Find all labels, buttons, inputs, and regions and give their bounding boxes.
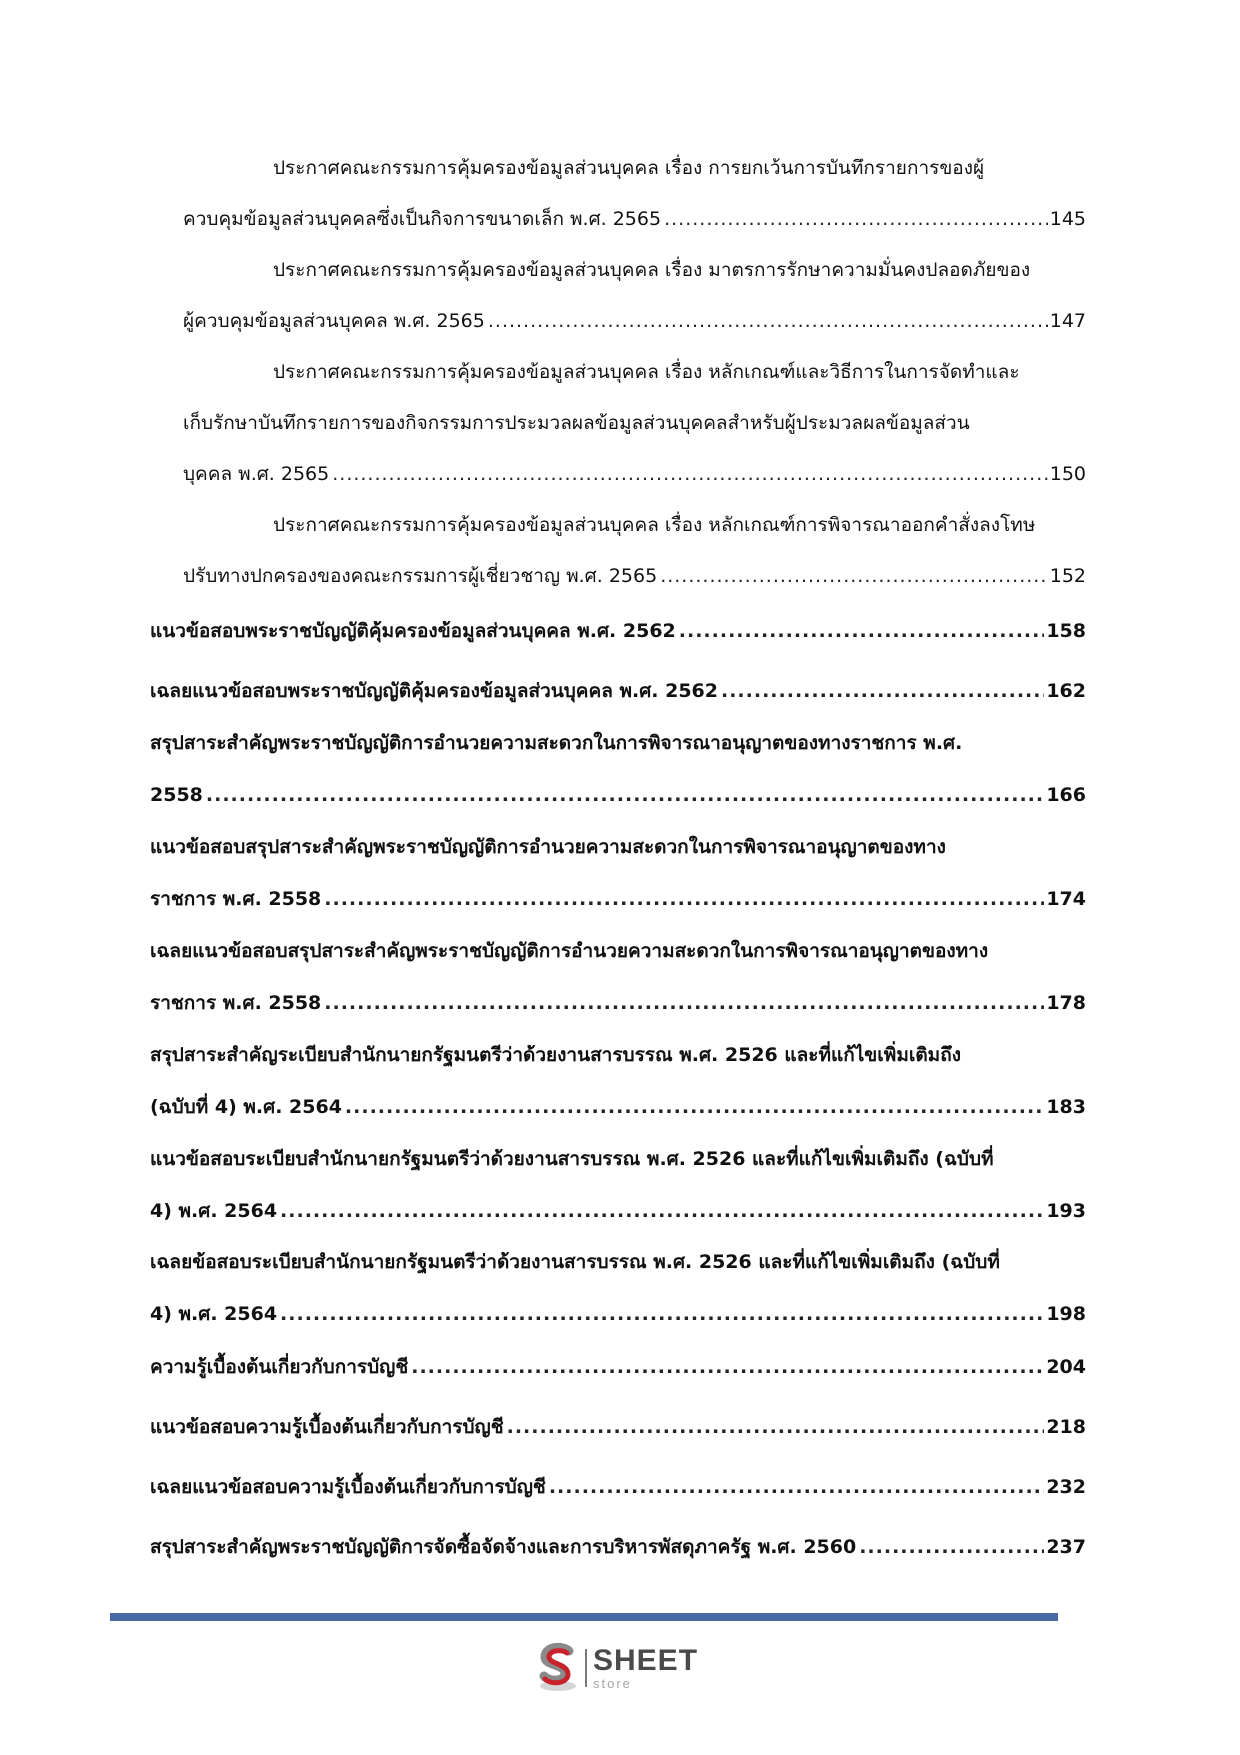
dot-leader [488,296,1048,347]
toc-entry-line: แนวข้อสอบสรุปสาระสำคัญพระราชบัญญัติการอำนวยความสะดวกในการพิจารณาอนุญาตของทาง [150,836,946,858]
dot-leader [280,1185,1044,1237]
toc-entry-text: เฉลยแนวข้อสอบความรู้เบื้องต้นเกี่ยวกับการบัญชี [150,1476,546,1498]
toc-page-number: 218 [1046,1416,1086,1438]
toc-page-number: 150 [1049,463,1086,485]
toc-subentry[interactable] [183,245,1086,347]
toc-entry-line [150,1521,1086,1573]
dot-leader [345,1081,1044,1133]
toc-page-number: 152 [1049,565,1086,587]
toc-entry-line [150,873,1086,925]
toc-entry-line: เฉลยแนวข้อสอบสรุปสาระสำคัญพระราชบัญญัติการอำนวยความสะดวกในการพิจารณาอนุญาตของทาง [150,940,989,962]
toc-entry-line [150,665,1086,717]
toc-entry-text: ควบคุมข้อมูลส่วนบุคคลซึ่งเป็นกิจการขนาดเล็ก พ.ศ. 2565 [183,208,662,230]
toc-entry-line [150,1288,1086,1340]
logo-wordmark [593,1646,698,1690]
toc-entry-text: บุคคล พ.ศ. 2565 [183,463,330,485]
sheet-store-logo [535,1642,705,1694]
toc-entry-text: สรุปสาระสำคัญพระราชบัญญัติการจัดซื้อจัดจ้างและการบริหารพัสดุภาครัฐ พ.ศ. 2560 [150,1536,857,1558]
toc-subentry[interactable] [183,143,1086,245]
toc-entry-line: ประกาศคณะกรรมการคุ้มครองข้อมูลส่วนบุคคล เรื่อง มาตรการรักษาความมั่นคงปลอดภัยของ [273,259,1031,281]
toc-entry-line: สรุปสาระสำคัญระเบียบสำนักนายกรัฐมนตรีว่าด้วยงานสารบรรณ พ.ศ. 2526 และที่แก้ไขเพิ่มเติมถึง [150,1044,961,1066]
toc-entry[interactable] [150,821,1086,925]
toc-entry-line [183,551,1086,602]
dot-leader [280,1288,1044,1340]
toc-page-number: 158 [1046,620,1086,642]
toc-entry-line: ประกาศคณะกรรมการคุ้มครองข้อมูลส่วนบุคคล เรื่อง หลักเกณฑ์และวิธีการในการจัดทำและ [273,361,1020,383]
toc-entry-line [183,449,1086,500]
toc-entry[interactable] [150,665,1086,717]
toc-entry-text: 4) พ.ศ. 2564 [150,1200,278,1222]
toc-entry-text: ปรับทางปกครองของคณะกรรมการผู้เชี่ยวชาญ พ.ศ. 2565 [183,565,658,587]
toc-entry-line [150,1081,1086,1133]
toc-entry-line: ประกาศคณะกรรมการคุ้มครองข้อมูลส่วนบุคคล เรื่อง การยกเว้นการบันทึกรายการของผู้ [273,157,985,179]
toc-subentry[interactable] [183,347,1086,500]
dot-leader [664,194,1048,245]
toc-entry[interactable] [150,1133,1086,1237]
dot-leader [507,1401,1045,1453]
dot-leader [549,1461,1045,1513]
toc-entry-text: เฉลยแนวข้อสอบพระราชบัญญัติคุ้มครองข้อมูลส่วนบุคคล พ.ศ. 2562 [150,680,718,702]
toc-entry[interactable] [150,1029,1086,1133]
toc-entry-line [150,1341,1086,1393]
toc-entry-text: 4) พ.ศ. 2564 [150,1303,278,1325]
toc-entry[interactable] [150,1461,1086,1513]
toc-entry-text: ความรู้เบื้องต้นเกี่ยวกับการบัญชี [150,1356,409,1378]
toc-entry-line [150,1401,1086,1453]
toc-entry-text: ราชการ พ.ศ. 2558 [150,992,322,1014]
toc-entry-line: ประกาศคณะกรรมการคุ้มครองข้อมูลส่วนบุคคล เรื่อง หลักเกณฑ์การพิจารณาออกคำสั่งลงโทษ [273,514,1036,536]
sheet-store-logo-icon [535,1642,581,1694]
toc-page-number: 178 [1046,992,1086,1014]
toc-entry[interactable] [150,1401,1086,1453]
toc-page-number: 237 [1046,1536,1086,1558]
toc-entry[interactable] [150,1236,1086,1340]
toc-page-number: 147 [1049,310,1086,332]
dot-leader [660,551,1048,602]
toc-entry-text: แนวข้อสอบความรู้เบื้องต้นเกี่ยวกับการบัญชี [150,1416,504,1438]
toc-entry-text: ผู้ควบคุมข้อมูลส่วนบุคคล พ.ศ. 2565 [183,310,485,332]
toc-entry-line: สรุปสาระสำคัญพระราชบัญญัติการอำนวยความสะดวกในการพิจารณาอนุญาตของทางราชการ พ.ศ. [150,732,963,754]
toc-entry[interactable] [150,925,1086,1029]
dot-leader [324,873,1044,925]
toc-entry-line [150,977,1086,1029]
toc-entry-line [183,296,1086,347]
toc-entry-line: เก็บรักษาบันทึกรายการของกิจกรรมการประมวลผลข้อมูลส่วนบุคคลสำหรับผู้ประมวลผลข้อมูลส่วน [183,412,970,434]
toc-subentry[interactable] [183,500,1086,602]
toc-entry[interactable] [150,1341,1086,1393]
toc-entry-line: แนวข้อสอบระเบียบสำนักนายกรัฐมนตรีว่าด้วยงานสารบรรณ พ.ศ. 2526 และที่แก้ไขเพิ่มเติมถึง (ฉบับที่ [150,1148,994,1170]
dot-leader [679,605,1045,657]
dot-leader [332,449,1048,500]
toc-entry-line [150,1461,1086,1513]
toc-entry[interactable] [150,1521,1086,1573]
toc-page-number: 204 [1046,1356,1086,1378]
toc-entry-line [150,605,1086,657]
logo-separator [585,1649,587,1687]
dot-leader [721,665,1044,717]
logo-text: SHEET [593,1644,699,1677]
toc-page-number: 183 [1046,1096,1086,1118]
toc-entry[interactable] [150,717,1086,821]
toc-page-number: 162 [1046,680,1086,702]
footer-rule [110,1613,1058,1621]
toc-page-number: 166 [1046,784,1086,806]
toc-page-number: 145 [1049,208,1086,230]
toc-page-number: 193 [1046,1200,1086,1222]
dot-leader [324,977,1044,1029]
toc-entry-text: ราชการ พ.ศ. 2558 [150,888,322,910]
toc-page-number: 232 [1046,1476,1086,1498]
toc-entry-text: (ฉบับที่ 4) พ.ศ. 2564 [150,1096,342,1118]
dot-leader [859,1521,1044,1573]
logo-subtext: store [593,1676,632,1691]
toc-entry-line [183,194,1086,245]
dot-leader [206,769,1044,821]
toc-entry-text: แนวข้อสอบพระราชบัญญัติคุ้มครองข้อมูลส่วนบุคคล พ.ศ. 2562 [150,620,676,642]
toc-entry-line [150,1185,1086,1237]
toc-page-number: 198 [1046,1303,1086,1325]
toc-entry-text: 2558 [150,784,203,806]
dot-leader [411,1341,1044,1393]
toc-entry[interactable] [150,605,1086,657]
toc-entry-line [150,769,1086,821]
toc-page-number: 174 [1046,888,1086,910]
toc-entry-line: เฉลยข้อสอบระเบียบสำนักนายกรัฐมนตรีว่าด้วยงานสารบรรณ พ.ศ. 2526 และที่แก้ไขเพิ่มเติมถึง (ฉบับที่ [150,1251,1000,1273]
